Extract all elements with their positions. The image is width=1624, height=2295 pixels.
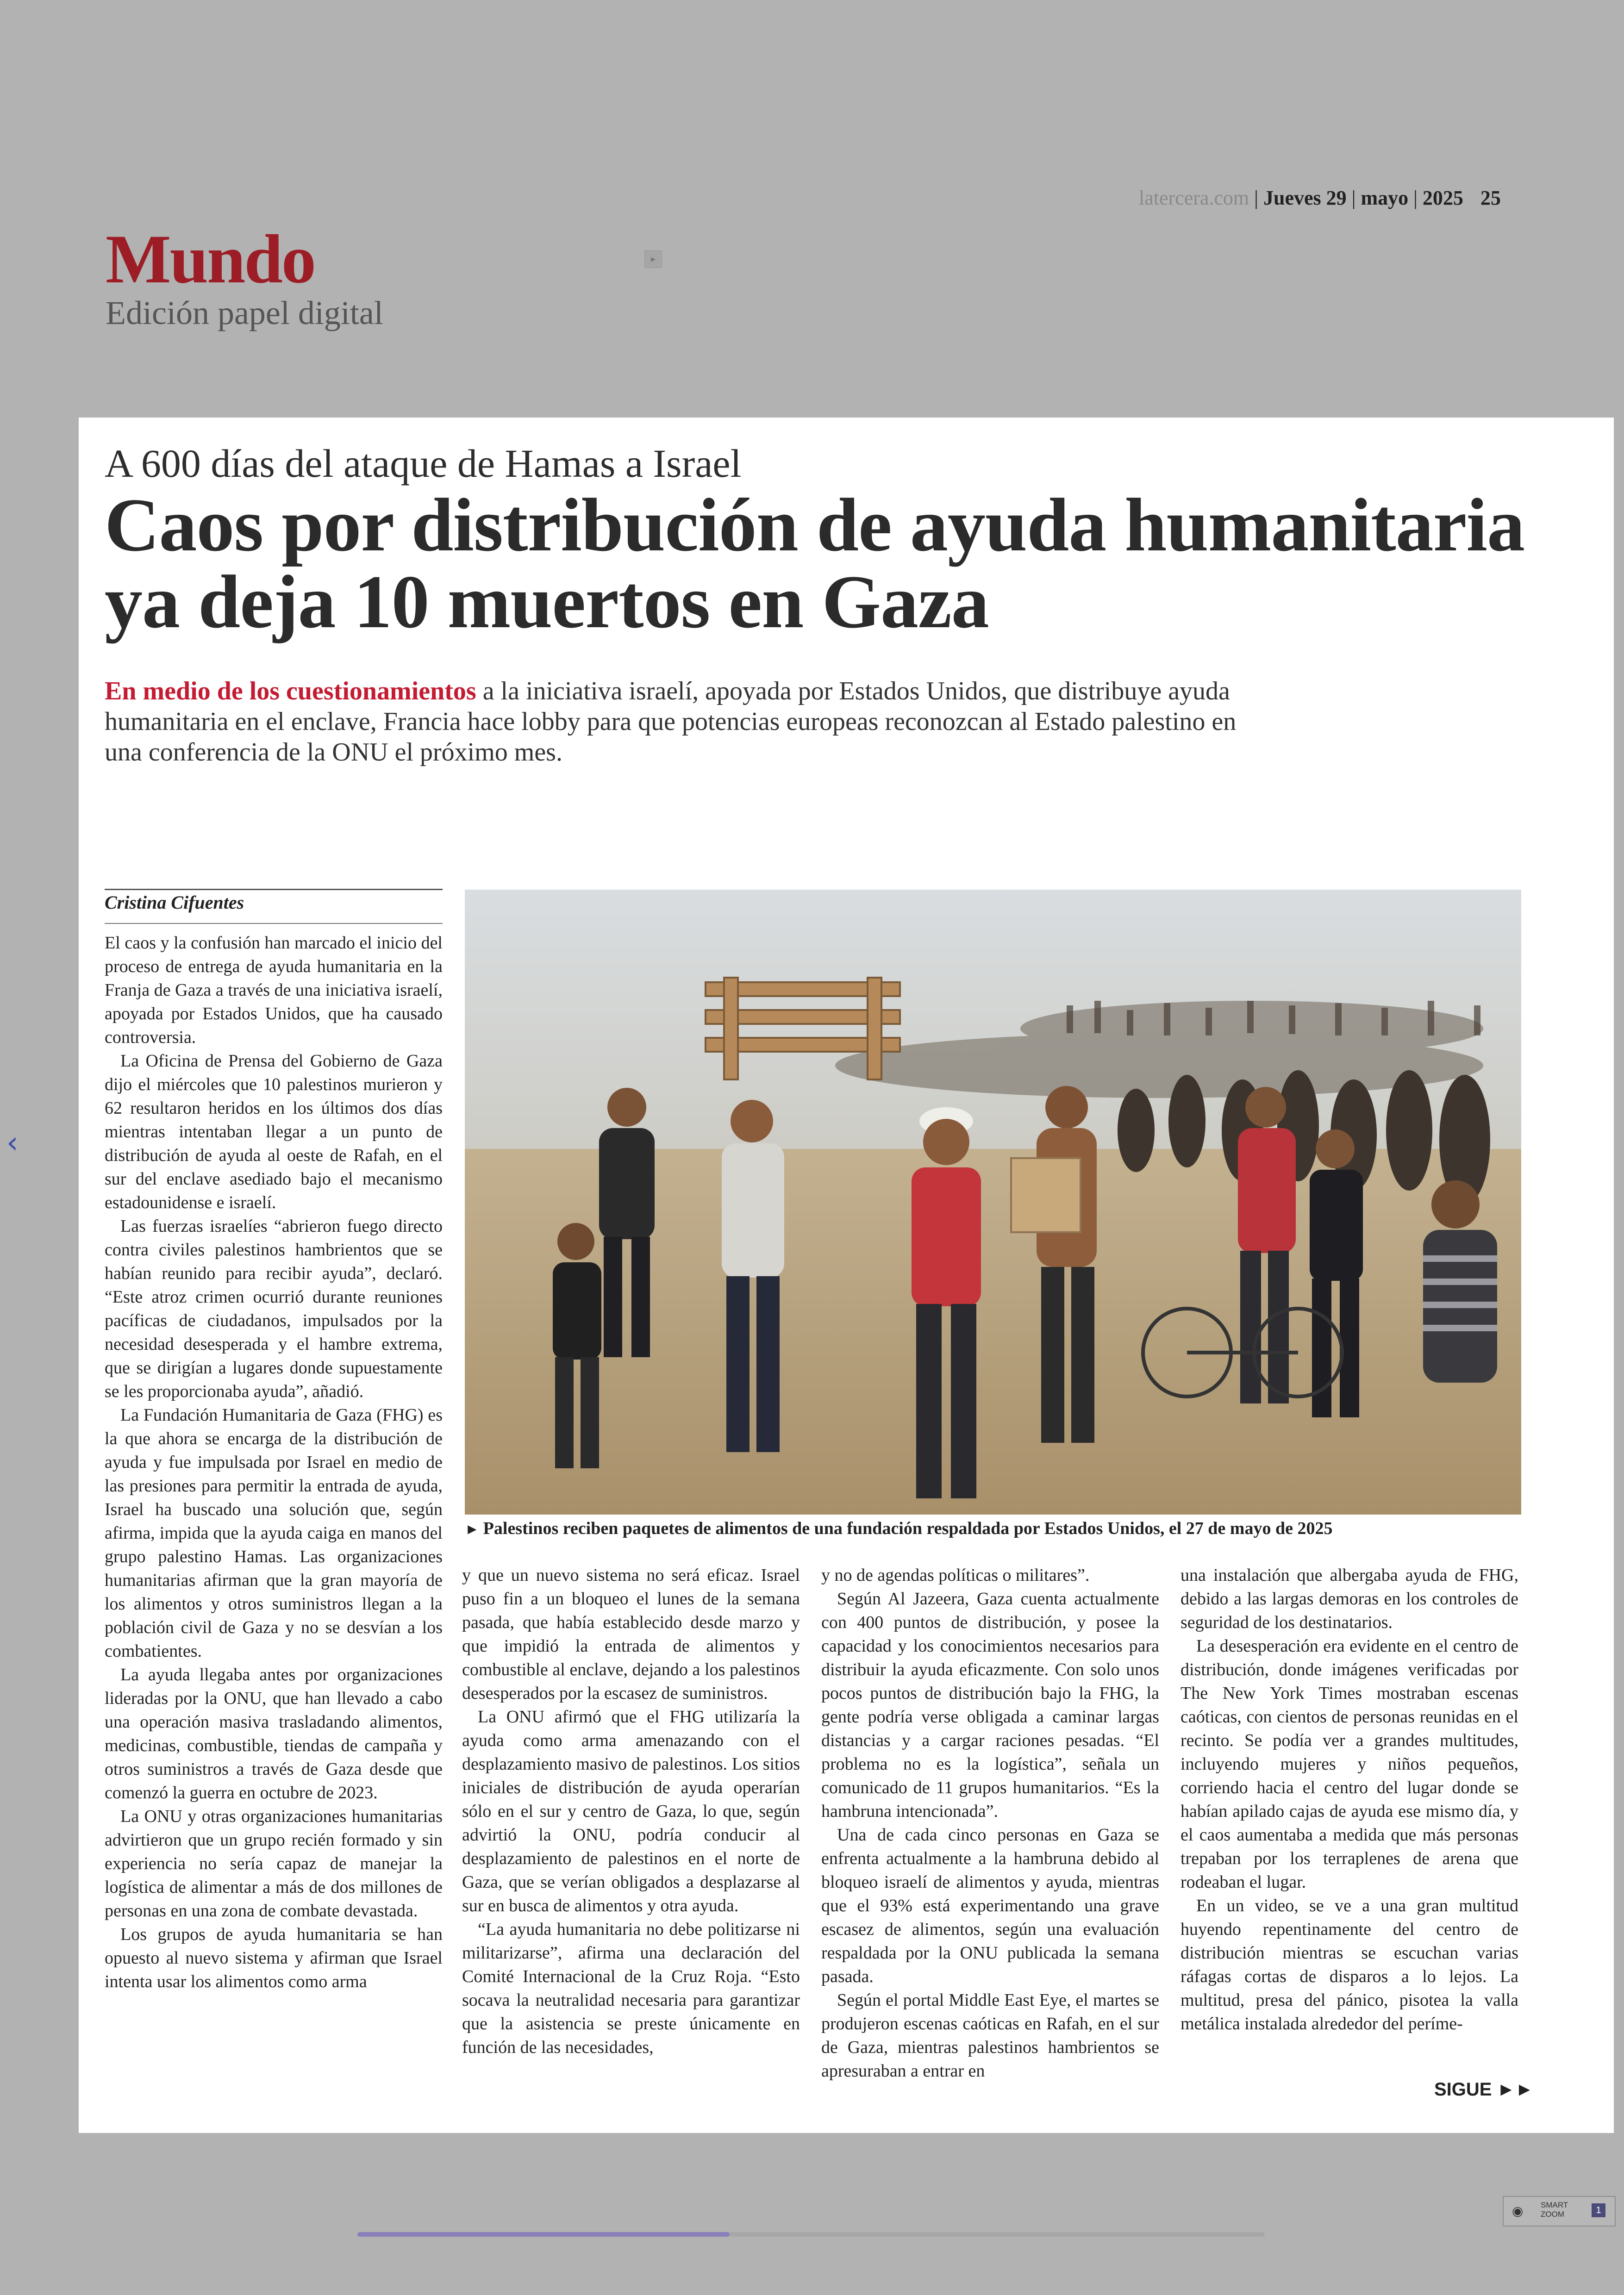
date-day: Jueves 29 [1263, 187, 1347, 209]
paragraph: Una de cada cinco personas en Gaza se enfrenta actualmente a la hambruna debido al bloqueo israelí de alimentos y ayuda, mientras que el 93% está experimentando una grave escasez de alimentos, según una evaluación respaldada por la ONU publicada la semana pasada. [821, 1825, 1159, 1986]
caption-text: Palestinos reciben paquetes de alimentos de una fundación respaldada por Estados Unidos, el 27 de mayo de 2025 [483, 1519, 1333, 1538]
paragraph: La Oficina de Prensa del Gobierno de Gaza dijo el miércoles que 10 palestinos murieron y 62 resultaron heridos en los últimos dos días mientras intentaban llegar a un punto de distribución de ayuda al oeste de Rafah, en el sur del enclave asediado bajo el mecanismo estadounidense e israelí. [105, 1051, 443, 1212]
paragraph: Los grupos de ayuda humanitaria se han opuesto al nuevo sistema y afirman que Israel intenta usar los alimentos como arma [105, 1925, 443, 1991]
paragraph: En un video, se ve a una gran multitud huyendo repentinamente del centro de distribución mientras se escuchan varias ráfagas cortas de disparos a lo lejos. La multitud, presa del pánico, pisotea la valla metálica instalada alrededor del períme- [1181, 1896, 1518, 2033]
continue-link[interactable]: SIGUE ►► [1434, 2079, 1534, 2100]
paragraph: y no de agendas políticas o militares”. [821, 1565, 1090, 1585]
photo-caption [465, 1517, 1525, 1540]
byline-rule-top [105, 889, 443, 890]
paragraph: El caos y la confusión han marcado el inicio del proceso de entrega de ayuda humanitaria en la Franja de Gaza a través de una iniciativa israelí, apoyada por Estados Unidos, que ha causado controversia. [105, 933, 443, 1047]
newspaper-page [79, 418, 1614, 2133]
article-kicker: A 600 días del ataque de Hamas a Israel [105, 441, 742, 486]
page-number: 25 [1480, 187, 1501, 209]
byline-rule-bottom [105, 923, 443, 924]
page-indicator: 1 [1592, 2203, 1605, 2217]
byline: Cristina Cifuentes [105, 892, 244, 913]
progress-fill [357, 2232, 730, 2237]
paragraph: Las fuerzas israelíes “abrieron fuego directo contra civiles palestinos hambrientos que se habían reunido para recibir ayuda”, declaró. “Este atroz crimen ocurrió durante reuniones pacíficas de ciudadanos, impulsados por la necesidad desesperada y el hambre extrema, que se dirigían a lugares donde supuestamente se les proporcionaba ayuda”, añadió. [105, 1216, 443, 1401]
article-deck [105, 676, 1239, 767]
paragraph: “La ayuda humanitaria no debe politizarse ni militarizarse”, afirma una declaración del Comité Internacional de la Cruz Roja. “Esto socava la neutralidad necesaria para garantizar que la asistencia se preste únicamente en función de las necesidades, [462, 1920, 800, 2057]
section-title: Mundo [106, 221, 315, 298]
paragraph: Según Al Jazeera, Gaza cuenta actualmente con 400 puntos de distribución, y posee la capacidad y los conocimientos necesarios para distribuir la ayuda eficazmente. Con solo unos pocos puntos de distribución bajo la FHG, la gente podría verse obligada a caminar largas distancias y a cargar raciones pesadas. “El problema no es la logística”, señala un comunicado de 11 grupos humanitarios. “Es la hambruna intencionada”. [821, 1589, 1159, 1821]
caption-triangle-icon: ► [465, 1521, 480, 1537]
deck-text: a la iniciativa israelí, apoyada por Estados Unidos, que distribuye ayuda humanitaria en el enclave, Francia hace lobby para que potencias europeas reconozcan al Estado palestino en una conferencia de la ONU el próximo mes. [105, 677, 1237, 767]
article-column-2 [462, 1564, 800, 2064]
sep-2: | [1351, 187, 1356, 209]
sep-3: | [1413, 187, 1418, 209]
article-headline: Caos por distribución de ayuda humanitaria ya deja 10 muertos en Gaza [105, 483, 1525, 644]
paragraph: y que un nuevo sistema no será eficaz. Israel puso fin a un bloqueo el lunes de la semana pasada, que había establecido desde marzo y que impidió la entrada de alimentos y combustible al enclave, dejando a los palestinos desesperados por la escasez de suministros. [462, 1565, 800, 1703]
page-progress-bar[interactable] [357, 2232, 1265, 2237]
paragraph: Según el portal Middle East Eye, el martes se produjeron escenas caóticas en Rafah, en el sur de Gaza, mientras palestinos hambrientos se apresuraban a entrar en [821, 1990, 1159, 2081]
article-column-4 [1181, 1564, 1518, 2064]
site-name: latercera.com [1139, 187, 1249, 209]
date-line [1139, 186, 1501, 210]
paragraph: una instalación que albergaba ayuda de FHG, debido a las largas demoras en los controles de seguridad de los destinatarios. [1181, 1565, 1518, 1632]
paragraph: La Fundación Humanitaria de Gaza (FHG) es la que ahora se encarga de la distribución de ayuda y fue impulsada por Israel en medio de las presiones para permitir la entrada de ayuda, Israel ha buscado una solución que, según afirma, impida que la ayuda caiga en manos del grupo palestino Hamas. Las organizaciones humanitarias afirman que la gran mayoría de los alimentos y otros suministros llegan a la población civil de Gaza y no se desvían a los combatientes. [105, 1405, 443, 1661]
article-photo[interactable] [465, 890, 1521, 1515]
article-column-3 [821, 1564, 1159, 2081]
edition-label: Edición papel digital [106, 294, 383, 331]
paragraph: La ayuda llegaba antes por organizaciones lideradas por la ONU, que han llevado a cabo una operación masiva trasladando alimentos, medicinas, combustible, tiendas de campaña y otros suministros a través de Gaza desde que comenzó la guerra en octubre de 2023. [105, 1665, 443, 1802]
page-marker-icon[interactable]: ▸ [644, 250, 662, 268]
sep-1: | [1254, 187, 1258, 209]
smart-zoom-label-1: SMART [1541, 2201, 1568, 2209]
deck-lead: En medio de los cuestionamientos [105, 677, 476, 705]
paragraph: La ONU afirmó que el FHG utilizaría la ayuda como arma amenazando con el desplazamiento masivo de palestinos. Los sitios iniciales de distribución de ayuda operarían sólo en el sur y centro de Gaza, lo que, según advirtió la ONU, podría conducir al desplazamiento de palestinos en el norte de Gaza, que se verían obligados a desplazarse al sur en busca de alimentos y otra ayuda. [462, 1707, 800, 1915]
paragraph: La ONU y otras organizaciones humanitarias advirtieron que un grupo recién formado y sin experiencia no sería capaz de manejar la logística de alimentar a más de dos millones de personas en una zona de combate devastada. [105, 1807, 443, 1921]
crowd-photo-illustration [465, 890, 1521, 1515]
article-column-1 [105, 931, 443, 2065]
smart-zoom-label [1541, 2201, 1568, 2219]
eye-icon: ◉ [1512, 2204, 1524, 2218]
date-month: mayo [1361, 187, 1409, 209]
smart-zoom-button[interactable] [1503, 2196, 1616, 2226]
date-year: 2025 [1422, 187, 1463, 209]
paragraph: La desesperación era evidente en el centro de distribución, donde imágenes verificadas por The New York Times mostraban escenas caóticas, con cientos de personas reunidas en el recinto. Se podía ver a grandes multitudes, incluyendo mujeres y niños pequeños, corriendo hacia el centro del lugar donde se habían apilado cajas de ayuda ese mismo día, y el caos aumentaba a medida que más personas trepaban por los terraplenes de arena que rodeaban el lugar. [1181, 1636, 1518, 1892]
smart-zoom-label-2: ZOOM [1541, 2210, 1564, 2219]
previous-page-icon[interactable]: ‹ [6, 1126, 19, 1160]
